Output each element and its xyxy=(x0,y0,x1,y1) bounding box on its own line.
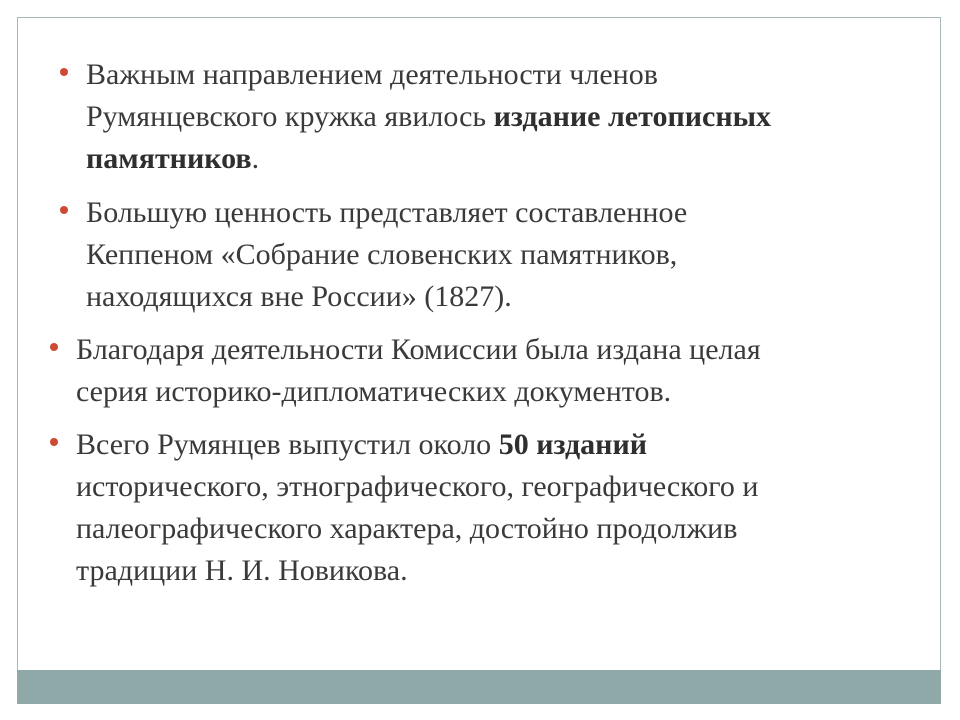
bullet-text-line xyxy=(76,508,758,550)
text-run: палеографического характера, достойно продолжив xyxy=(76,512,738,545)
bullet-text-line xyxy=(86,276,687,318)
bold-text-run: издание летописных xyxy=(493,100,772,133)
text-run: Кеппеном «Собрание словенских памятников, xyxy=(86,238,678,271)
bullet-text-line xyxy=(76,466,758,508)
bold-text-run: памятников xyxy=(86,142,252,175)
bullet-1 xyxy=(86,54,771,180)
bullet-text-line xyxy=(76,329,761,371)
text-run: находящихся вне России» (1827). xyxy=(86,280,512,313)
bold-text-run: 50 изданий xyxy=(498,428,648,461)
bullet-text-line xyxy=(76,371,761,413)
text-run: традиции Н. И. Новикова. xyxy=(76,554,408,587)
text-run: Румянцевского кружка явилось xyxy=(86,100,494,133)
bullet-text-line xyxy=(86,54,771,96)
text-run: Важным направлением деятельности членов xyxy=(86,58,658,91)
bullet-3 xyxy=(76,329,761,413)
bullet-4 xyxy=(76,424,758,592)
bullet-text-line xyxy=(86,192,687,234)
bullet-text-line xyxy=(86,234,687,276)
footer-bar xyxy=(17,670,941,704)
text-run: Всего Румянцев выпустил около xyxy=(76,428,499,461)
text-run: . xyxy=(251,142,260,175)
bullet-text-line xyxy=(86,96,771,138)
bullet-2 xyxy=(86,192,687,318)
bullet-4-icon xyxy=(50,438,58,446)
bullet-text-line xyxy=(76,550,758,592)
text-run: Благодаря деятельности Комиссии была издана целая xyxy=(76,333,761,366)
bullet-2-icon xyxy=(60,206,68,214)
text-run: исторического, этнографического, географического и xyxy=(76,470,759,503)
bullet-3-icon xyxy=(50,343,58,351)
bullet-1-icon xyxy=(60,68,68,76)
text-run: серия историко-дипломатических документов. xyxy=(76,375,672,408)
bullet-text-line xyxy=(86,138,771,180)
text-run: Большую ценность представляет составленное xyxy=(86,196,688,229)
bullet-text-line xyxy=(76,424,758,466)
